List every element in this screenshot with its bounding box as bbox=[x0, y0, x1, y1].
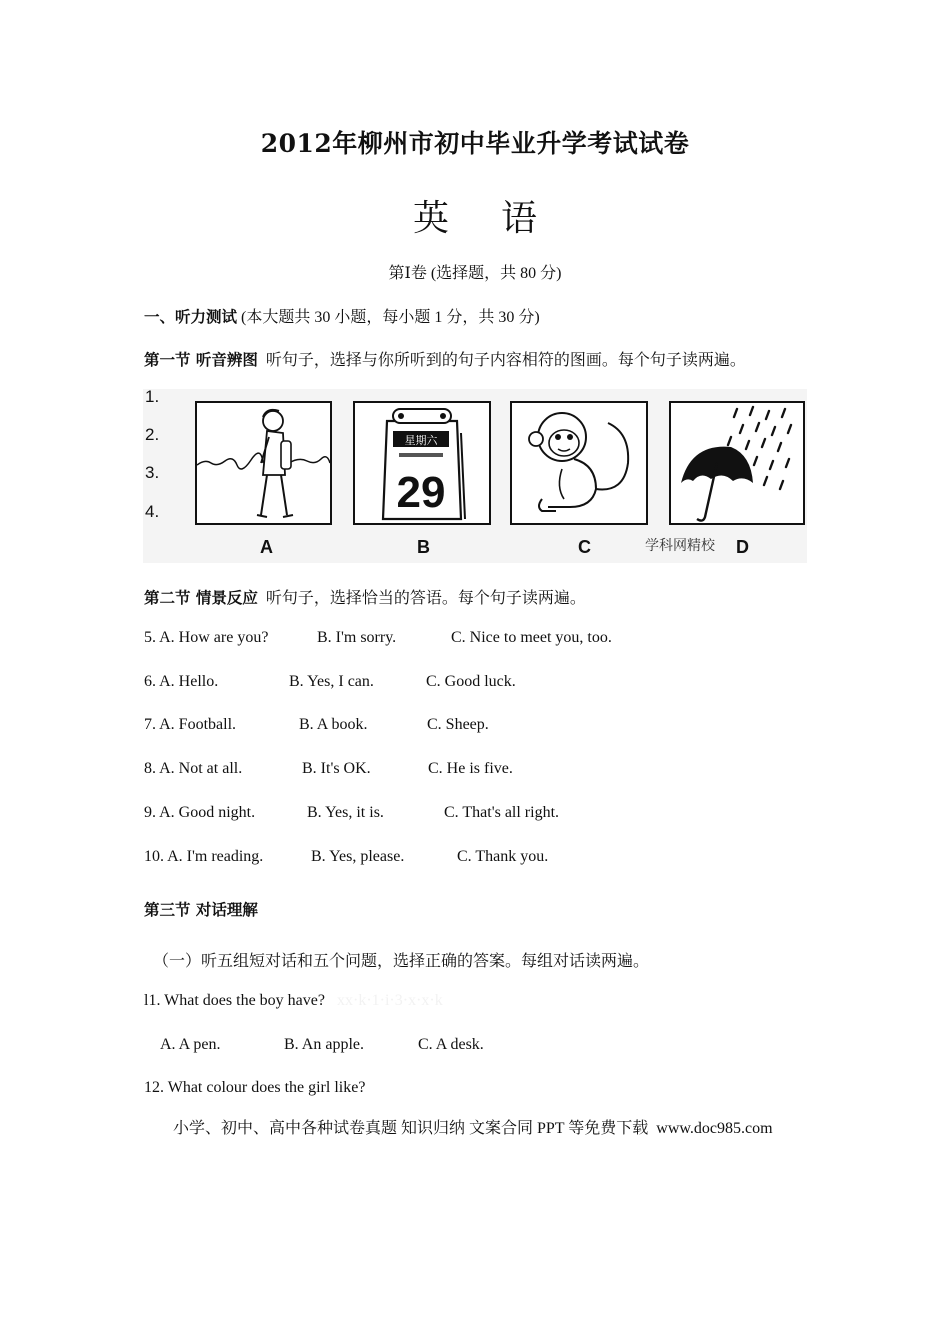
option-b: B. A book. bbox=[299, 716, 368, 733]
option-a: 5. A. How are you? bbox=[144, 629, 269, 646]
calendar-weekday: 星期六 bbox=[404, 434, 438, 447]
question-11-text: l1. What does the boy have? bbox=[144, 992, 325, 1009]
option-b: B. Yes, it is. bbox=[307, 804, 384, 821]
picture-panel-c bbox=[510, 401, 648, 525]
item-number: 4. bbox=[145, 502, 160, 521]
section2-label: 第二节 情景反应 bbox=[144, 589, 258, 607]
section1-heading bbox=[144, 347, 746, 370]
option-c: C. Thank you. bbox=[457, 848, 549, 865]
option-c: C. Nice to meet you, too. bbox=[451, 629, 612, 646]
section1-instruction: 听句子，选择与你所听到的句子内容相符的图画。每个句子读两遍。 bbox=[265, 352, 746, 369]
option-c: C. Good luck. bbox=[426, 673, 516, 690]
picture-letter: C bbox=[578, 537, 591, 557]
footer-url[interactable]: www.doc985.com bbox=[656, 1120, 773, 1137]
footer-text: 小学、初中、高中各种试卷真题 知识归纳 文案合同 PPT 等免费下载 bbox=[173, 1120, 649, 1137]
option-c: C. He is five. bbox=[428, 760, 513, 777]
calendar-day: 29 bbox=[396, 468, 446, 517]
option-a: A. A pen. bbox=[160, 1036, 221, 1053]
option-a: 9. A. Good night. bbox=[144, 804, 256, 821]
question-12: 12. What colour does the girl like? bbox=[144, 1079, 366, 1096]
option-b: B. It's OK. bbox=[302, 760, 371, 777]
option-a: 8. A. Not at all. bbox=[144, 760, 243, 777]
item-number: 1. bbox=[145, 387, 160, 406]
section3-heading bbox=[144, 898, 258, 920]
option-b: B. Yes, I can. bbox=[289, 673, 374, 690]
section2-heading bbox=[144, 585, 586, 608]
faint-watermark-text: xx·k·1·i·3·x·x·k bbox=[336, 992, 443, 1009]
subject-char: 语 bbox=[501, 198, 538, 239]
option-b: B. An apple. bbox=[284, 1036, 364, 1053]
picture-panel-a bbox=[195, 401, 332, 525]
footer-note bbox=[173, 1115, 773, 1138]
item-number: 3. bbox=[145, 463, 160, 482]
subject-heading bbox=[0, 190, 950, 241]
part1-heading-rest: (本大题共 30 小题，每小题 1 分，共 30 分) bbox=[237, 309, 540, 326]
option-a: 10. A. I'm reading. bbox=[144, 848, 264, 865]
picture-panel-b bbox=[353, 401, 491, 525]
option-a: 7. A. Football. bbox=[144, 716, 237, 733]
umbrella-rain-icon bbox=[671, 403, 803, 523]
option-c: C. That's all right. bbox=[444, 804, 560, 821]
section3-subheading: （一）听五组短对话和五个问题，选择正确的答案。每组对话读两遍。 bbox=[153, 953, 650, 970]
subject-char: 英 bbox=[412, 198, 449, 239]
part1-heading-bold: 一、听力测试 bbox=[144, 308, 238, 326]
question-11 bbox=[144, 992, 443, 1010]
picture-panel-d bbox=[669, 401, 805, 525]
picture-letter: D bbox=[736, 537, 749, 557]
section2-instruction: 听句子，选择恰当的答语。每个句子读两遍。 bbox=[265, 590, 586, 607]
item-number: 2. bbox=[145, 425, 160, 444]
section1-label: 第一节 听音辨图 bbox=[144, 351, 258, 369]
option-b: B. Yes, please. bbox=[311, 848, 405, 865]
picture-letter: B bbox=[417, 537, 430, 557]
part1-heading bbox=[144, 304, 540, 327]
volume-label: 第Ⅰ卷 (选择题，共 80 分) bbox=[388, 265, 562, 282]
walking-boy-icon bbox=[197, 403, 330, 523]
picture-strip bbox=[143, 389, 807, 563]
option-c: C. A desk. bbox=[418, 1036, 484, 1053]
option-b: B. I'm sorry. bbox=[317, 629, 397, 646]
calendar-icon bbox=[355, 403, 489, 523]
option-a: 6. A. Hello. bbox=[144, 673, 219, 690]
section3-label: 第三节 对话理解 bbox=[144, 901, 258, 919]
picture-letter: A bbox=[260, 537, 273, 557]
exam-title: 2012年柳州市初中毕业升学考试试卷 bbox=[260, 129, 690, 158]
monkey-icon bbox=[512, 403, 646, 523]
watermark-text: 学科网精校 bbox=[645, 538, 715, 554]
option-c: C. Sheep. bbox=[427, 716, 489, 733]
